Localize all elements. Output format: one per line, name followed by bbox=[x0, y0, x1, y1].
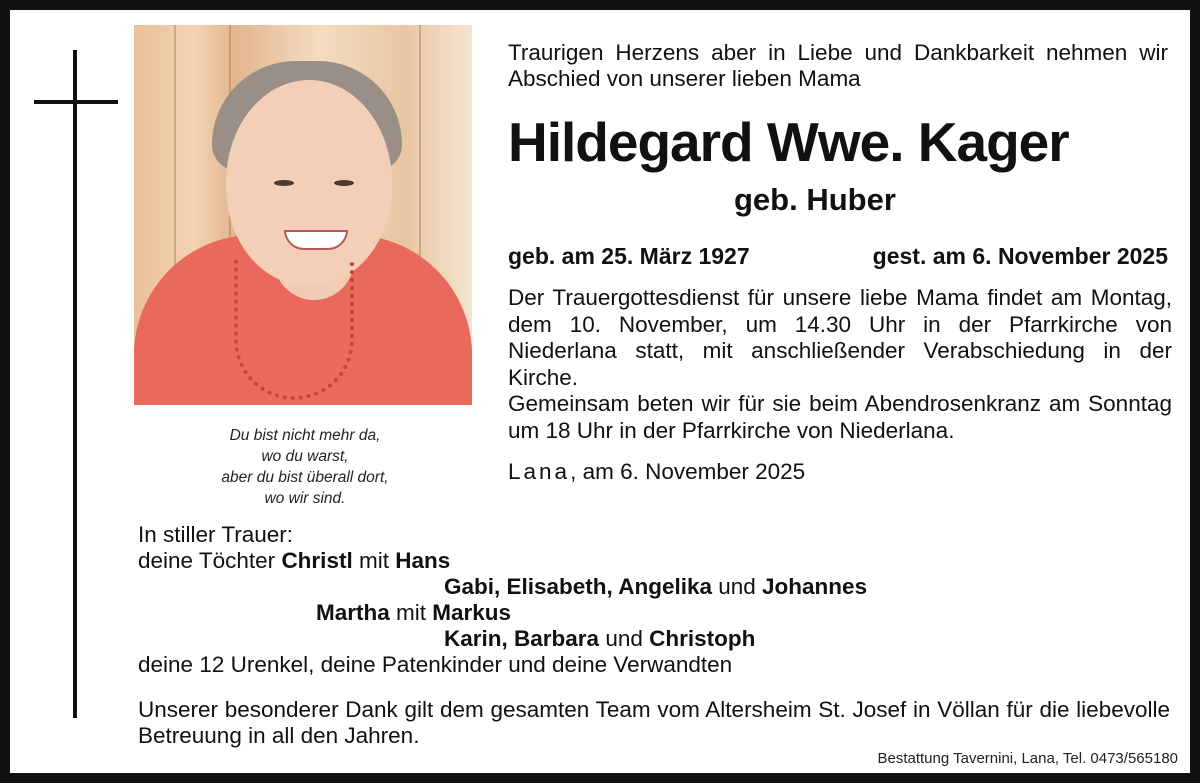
memorial-quote bbox=[170, 425, 440, 509]
birth-date: geb. am 25. März 1927 bbox=[508, 243, 750, 269]
quote-line: Du bist nicht mehr da, bbox=[229, 427, 381, 444]
deceased-name: Hildegard Wwe. Kager bbox=[508, 111, 1069, 173]
place: Lana bbox=[508, 459, 571, 484]
notice-date: , am 6. November 2025 bbox=[570, 459, 806, 484]
quote-line: aber du bist überall dort, bbox=[221, 469, 389, 486]
mourners-heading: In stiller Trauer: bbox=[138, 522, 294, 547]
place-date bbox=[508, 458, 805, 485]
maiden-name: geb. Huber bbox=[734, 182, 896, 217]
intro-text: Traurigen Herzens aber in Liebe und Dankbarkeit nehmen wir Abschied von unserer lieben Mama bbox=[508, 40, 1168, 91]
quote-line: wo wir sind. bbox=[264, 490, 346, 507]
service-paragraph: Der Trauergottesdienst für unsere liebe Mama findet am Montag, dem 10. November, um 14.30 Uhr in der Pfarrkirche von Niederlana statt, mit anschließender Verabschiedung in der Kirche. bbox=[508, 285, 1172, 390]
mourners-others: deine 12 Urenkel, deine Patenkinder und deine Verwandten bbox=[138, 652, 733, 677]
mourners-line: Gabi, Elisabeth, Angelika und Johannes bbox=[444, 574, 868, 599]
cross-icon-vertical bbox=[73, 50, 77, 718]
service-info bbox=[508, 285, 1172, 444]
portrait-photo bbox=[134, 25, 472, 405]
rosary-paragraph: Gemeinsam beten wir für sie beim Abendrosenkranz am Sonntag um 18 Uhr in der Pfarrkirche von Niederlana. bbox=[508, 391, 1172, 443]
mourners-line: Karin, Barbara und Christoph bbox=[444, 626, 756, 651]
undertaker-info: Bestattung Tavernini, Lana, Tel. 0473/565180 bbox=[877, 750, 1178, 767]
mourners-line: Martha mit Markus bbox=[316, 600, 512, 625]
quote-line: wo du warst, bbox=[261, 448, 349, 465]
cross-icon-horizontal bbox=[34, 100, 118, 104]
death-date: gest. am 6. November 2025 bbox=[872, 243, 1168, 269]
mourners-line: deine Töchter Christl mit Hans bbox=[138, 548, 451, 573]
thanks-text: Unserer besonderer Dank gilt dem gesamten Team vom Altersheim St. Josef in Völlan für die liebevolle Betreuung in all den Jahren. bbox=[138, 697, 1170, 748]
